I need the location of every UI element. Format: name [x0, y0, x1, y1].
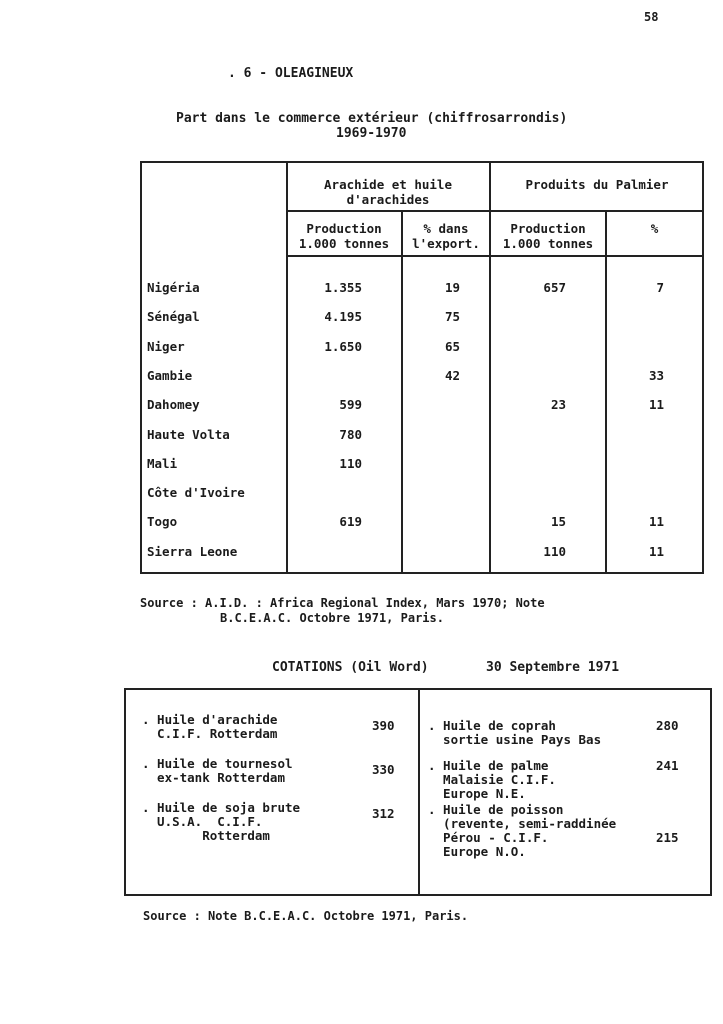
row-palmier-pct: 11 [648, 397, 664, 412]
table2-source: Source : Note B.C.E.A.C. Octobre 1971, Paris. [143, 909, 469, 923]
row-arachide-production: 1.355 [324, 280, 362, 295]
row-arachide-pct: 65 [444, 339, 460, 354]
subheader-palmier-pct [607, 221, 702, 236]
subheader-arachide-production [288, 221, 400, 251]
row-palmier-production: 110 [543, 544, 566, 559]
row-country: Mali [147, 456, 178, 471]
row-palmier-pct: 11 [648, 544, 664, 559]
cotation-value: 215 [656, 830, 679, 845]
cotation-label-line: C.I.F. Rotterdam [142, 726, 278, 741]
row-country: Togo [147, 514, 178, 529]
subheader-line: 1.000 tonnes [502, 236, 594, 251]
cotation-value: 312 [372, 806, 395, 821]
table1-col-divider-4 [605, 212, 607, 574]
subheader-line: % dans [423, 221, 469, 236]
row-palmier-production: 23 [550, 397, 566, 412]
cotation-label-line: ex-tank Rotterdam [142, 770, 285, 785]
cotation-value: 280 [656, 718, 679, 733]
row-country: Dahomey [147, 397, 200, 412]
cotation-label-line: Europe N.O. [428, 844, 526, 859]
table1-source-line1: Source : A.I.D. : Africa Regional Index, Mars 1970; Note [140, 596, 545, 610]
row-arachide-production: 1.650 [324, 339, 362, 354]
row-arachide-pct: 75 [444, 309, 460, 324]
cotation-value: 390 [372, 718, 395, 733]
cotation-value: 330 [372, 762, 395, 777]
cotation-label-line: . Huile de palme [428, 758, 549, 773]
row-country: Haute Volta [147, 427, 230, 442]
table1-right-border [702, 161, 704, 574]
row-palmier-production: 15 [550, 514, 566, 529]
header-group-arachide: Arachide et huile d'arachides [324, 177, 452, 207]
cotation-label-line: . Huile de poisson [428, 802, 564, 817]
subheader-palmier-production [491, 221, 605, 251]
row-country: Côte d'Ivoire [147, 485, 245, 500]
row-palmier-pct: 11 [648, 514, 664, 529]
cotation-label-line: Malaisie C.I.F. [428, 772, 556, 787]
table1-title: Part dans le commerce extérieur (chiffrosarrondis) [176, 111, 568, 126]
row-arachide-production: 619 [339, 514, 362, 529]
row-arachide-production: 599 [339, 397, 362, 412]
table1-bottom-border [140, 572, 704, 574]
row-arachide-production: 4.195 [324, 309, 362, 324]
table1-left-border [140, 161, 142, 574]
row-palmier-pct: 33 [648, 368, 664, 383]
table1-top-border [140, 161, 704, 163]
row-country: Nigéria [147, 280, 200, 295]
cotation-label-line: Rotterdam [142, 828, 270, 843]
table2-right-border [710, 688, 712, 896]
page-number: 58 [644, 10, 659, 24]
cotation-label-line: U.S.A. C.I.F. [142, 814, 263, 829]
row-palmier-pct: 7 [656, 280, 664, 295]
cotation-label-line: . Huile de coprah [428, 718, 556, 733]
cotation-label-line: sortie usine Pays Bas [428, 732, 602, 747]
row-country: Gambie [147, 368, 193, 383]
subheader-line: Production [306, 221, 382, 236]
cotation-label-line: . Huile d'arachide [142, 712, 278, 727]
cotation-label-line: (revente, semi-raddinée [428, 816, 617, 831]
table1-group-divider [286, 210, 704, 212]
table1-source-line2: B.C.E.A.C. Octobre 1971, Paris. [220, 611, 444, 625]
row-palmier-production: 657 [543, 280, 566, 295]
cotations-title: COTATIONS (Oil Word) [272, 660, 429, 675]
header-group-palmier: Produits du Palmier [525, 177, 669, 192]
row-country: Sénégal [147, 309, 200, 324]
cotations-date: 30 Septembre 1971 [486, 660, 620, 675]
row-arachide-production: 780 [339, 427, 362, 442]
subheader-line: % [650, 221, 659, 236]
row-country: Niger [147, 339, 185, 354]
cotation-label-line: . Huile de tournesol [142, 756, 293, 771]
cotation-label-line: . Huile de soja brute [142, 800, 301, 815]
subheader-line: 1.000 tonnes [298, 236, 390, 251]
row-arachide-pct: 42 [444, 368, 460, 383]
cotation-label-line: Europe N.E. [428, 786, 526, 801]
subheader-line: Production [510, 221, 586, 236]
cotation-value: 241 [656, 758, 679, 773]
section-title: . 6 - OLEAGINEUX [228, 66, 354, 81]
row-arachide-production: 110 [339, 456, 362, 471]
subheader-line: l'export. [412, 236, 480, 251]
table1-subtitle: 1969-1970 [336, 126, 407, 141]
table1-col-divider-2 [401, 212, 403, 574]
cotation-label-line: Pérou - C.I.F. [428, 830, 549, 845]
subheader-arachide-pct [403, 221, 489, 251]
row-country: Sierra Leone [147, 544, 238, 559]
row-arachide-pct: 19 [444, 280, 460, 295]
table2-center-divider [418, 688, 420, 896]
table1-header-divider [286, 255, 704, 257]
table2-left-border [124, 688, 126, 896]
